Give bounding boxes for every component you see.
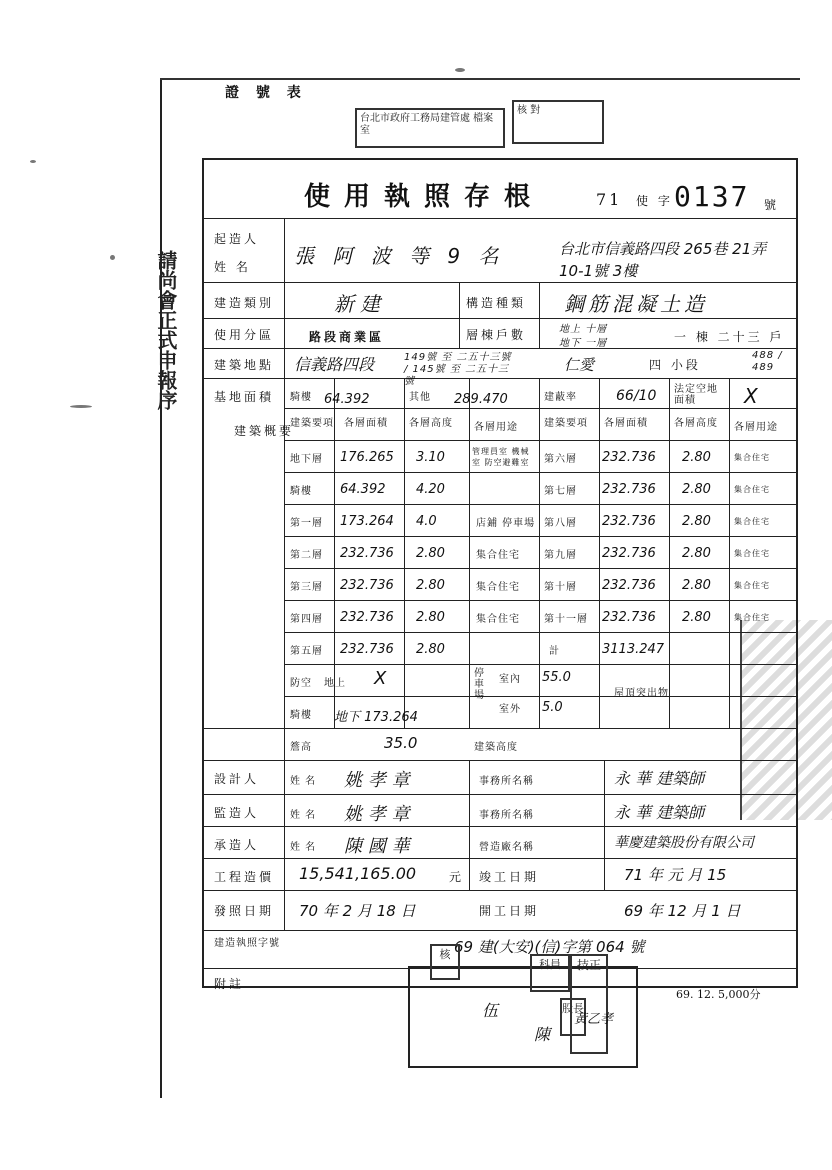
label-supervisor: 監造人	[214, 806, 260, 820]
signature-huang: 黃乙孝	[574, 1012, 614, 1027]
sign-cell-engineer: 技正	[570, 954, 608, 1054]
eaves-height: 35.0	[384, 734, 418, 752]
col-use-2: 各層用途	[734, 422, 778, 433]
row-f1-label: 第一層	[290, 518, 323, 529]
archive-stamp: 台北市政府工務局建管處 檔案室	[355, 108, 505, 148]
label-legal-vacant: 法定空地面積	[674, 384, 718, 406]
start-date: 69 年 12 月 1 日	[624, 902, 741, 920]
header-mark: 證 號 表	[225, 85, 307, 101]
cert-prefix: 71	[596, 190, 623, 209]
f8-use: 集合住宅	[734, 517, 770, 526]
col-use: 各層用途	[474, 422, 518, 433]
f4-use: 集合住宅	[476, 614, 520, 625]
label-designer: 設計人	[214, 772, 260, 786]
f3-area: 232.736	[340, 578, 394, 593]
label-air-raid: 防空	[290, 678, 312, 689]
basement-height: 3.10	[416, 450, 445, 465]
f1-area: 173.264	[340, 514, 394, 529]
designer-name: 姚 孝 章	[344, 770, 410, 791]
row-f10-label: 第十層	[544, 582, 577, 593]
label-start-date: 開工日期	[479, 904, 540, 918]
label-eaves: 簷高	[290, 742, 312, 753]
row-f3-label: 第三層	[290, 582, 323, 593]
label-arcade: 騎樓	[290, 392, 312, 403]
label-use-zone: 使用分區	[214, 328, 275, 342]
scan-speck	[70, 405, 92, 408]
label-floor-area-ratio: 建蔽率	[544, 392, 577, 403]
f6-use: 集合住宅	[734, 453, 770, 462]
signature-wu: 伍	[482, 1001, 499, 1020]
row-f6-label: 第六層	[544, 454, 577, 465]
arcade-floor-area: 64.392	[340, 482, 386, 497]
label-supervisor-name: 姓 名	[290, 810, 317, 821]
legal-vacant: X	[744, 384, 758, 408]
supervisor-firm: 永 華 建築師	[614, 803, 705, 822]
contractor-name: 陳 國 華	[344, 836, 410, 857]
label-site-area: 基地面積	[214, 390, 275, 404]
f8-area: 232.736	[602, 514, 656, 529]
row-arcade-label: 騎樓	[290, 486, 312, 497]
margin-note: 請尚會正式申報序	[154, 250, 178, 410]
applicant-name: 張 阿 波 等 9 名	[294, 244, 505, 268]
label-site-location: 建築地點	[214, 358, 275, 372]
cert-number: 0137	[674, 180, 750, 213]
label-contractor-company: 營造廠名稱	[479, 842, 534, 853]
structure-type: 鋼筋混凝土造	[564, 292, 708, 316]
designer-firm: 永 華 建築師	[614, 769, 705, 788]
f11-height: 2.80	[682, 610, 711, 625]
f5-height: 2.80	[416, 642, 445, 657]
label-remarks: 附註	[214, 977, 245, 991]
basement-area: 176.265	[340, 450, 394, 465]
arcade-area: 64.392	[324, 392, 370, 407]
label-name: 姓 名	[214, 260, 251, 274]
label-designer-firm: 事務所名稱	[479, 776, 534, 787]
permit-no: 69 建(大安)(信)字第 064 號	[454, 938, 645, 956]
f2-area: 232.736	[340, 546, 394, 561]
scan-edge-top	[160, 78, 800, 80]
floor-area-ratio: 66/10	[616, 388, 657, 404]
row-f5-label: 第五層	[290, 646, 323, 657]
signature-chen: 陳	[534, 1025, 551, 1044]
row-f2-label: 第二層	[290, 550, 323, 561]
f1-height: 4.0	[416, 514, 437, 529]
label-parking: 停車場	[474, 668, 485, 701]
f8-height: 2.80	[682, 514, 711, 529]
col-height-2: 各層高度	[674, 418, 718, 429]
label-contractor-name: 姓 名	[290, 842, 317, 853]
applicant-address: 台北市信義路四段 265巷 21弄 10-1號 3樓	[559, 240, 767, 280]
row-f8-label: 第八層	[544, 518, 577, 529]
row-f4-label: 第四層	[290, 614, 323, 625]
label-complete-date: 竣工日期	[479, 870, 540, 884]
contractor-company: 華慶建築股份有限公司	[614, 835, 754, 851]
label-total: 計	[549, 646, 560, 657]
print-note: 69. 12. 5,000分	[676, 988, 761, 1001]
complete-date: 71 年 元 月 15	[624, 866, 727, 884]
label-other: 其他	[409, 392, 431, 403]
units-upper: 地上 十層	[559, 324, 608, 335]
label-units: 層棟戶數	[466, 328, 527, 342]
check-stamp: 核 對	[512, 100, 604, 144]
f10-area: 232.736	[602, 578, 656, 593]
site-section: 四 小段	[649, 358, 701, 372]
f4-height: 2.80	[416, 610, 445, 625]
f9-area: 232.736	[602, 546, 656, 561]
row-f9-label: 第九層	[544, 550, 577, 561]
parking-indoor: 55.0	[542, 670, 571, 685]
issue-date: 70 年 2 月 18 日	[299, 902, 416, 920]
summary-vertical-label: 建築概要	[234, 424, 295, 438]
f9-height: 2.80	[682, 546, 711, 561]
units-count: 一 棟 二十三 戶	[674, 330, 785, 344]
use-zone: 路段商業區	[309, 330, 385, 344]
f7-area: 232.736	[602, 482, 656, 497]
basement-shelter: 地下 173.264	[334, 710, 418, 725]
col-item-2: 建築要項	[544, 418, 588, 429]
f1-use: 店鋪 停車場	[476, 518, 536, 529]
f5-area: 232.736	[340, 642, 394, 657]
f3-use: 集合住宅	[476, 582, 520, 593]
row-f7-label: 第七層	[544, 486, 577, 497]
f11-area: 232.736	[602, 610, 656, 625]
label-ground: 地上	[324, 678, 346, 689]
f4-area: 232.736	[340, 610, 394, 625]
building-type: 新建	[334, 292, 386, 316]
label-supervisor-firm: 事務所名稱	[479, 810, 534, 821]
label-structure-type: 構造種類	[466, 296, 527, 310]
supervisor-name: 姚 孝 章	[344, 804, 410, 825]
license-stub-form	[202, 158, 798, 991]
f10-height: 2.80	[682, 578, 711, 593]
label-indoor: 室內	[499, 674, 521, 685]
site-lane: 149號 至 二五十三號 / 145號 至 二五十三號	[404, 352, 512, 387]
f7-use: 集合住宅	[734, 485, 770, 494]
f2-use: 集合住宅	[476, 550, 520, 561]
scan-speck	[30, 160, 36, 163]
col-area-2: 各層面積	[604, 418, 648, 429]
f2-height: 2.80	[416, 546, 445, 561]
f7-height: 2.80	[682, 482, 711, 497]
cert-mid: 使 字	[636, 194, 673, 208]
other-area: 289.470	[454, 392, 508, 407]
f9-use: 集合住宅	[734, 549, 770, 558]
signature-block	[408, 948, 638, 1068]
col-height: 各層高度	[409, 418, 453, 429]
label-arcade-shelter: 騎樓	[290, 710, 312, 721]
scan-speck	[110, 255, 115, 260]
label-contractor: 承造人	[214, 838, 260, 852]
label-outdoor: 室外	[499, 704, 521, 715]
total-area: 3113.247	[602, 642, 665, 657]
label-building-type: 建造類別	[214, 296, 275, 310]
f6-height: 2.80	[682, 450, 711, 465]
air-raid-ground: X	[374, 668, 387, 689]
label-issue-date: 發照日期	[214, 904, 275, 918]
col-item: 建築要項	[290, 418, 334, 429]
cert-suffix: 號	[764, 198, 780, 212]
col-area: 各層面積	[344, 418, 388, 429]
row-basement-label: 地下層	[290, 454, 323, 465]
sign-cell-chief: 股長	[560, 998, 586, 1036]
label-designer-name: 姓 名	[290, 776, 317, 787]
sign-cell-clerk: 科員	[530, 954, 570, 992]
label-yuan: 元	[449, 870, 465, 884]
row-f11-label: 第十一層	[544, 614, 588, 625]
site-lot-no: 488 / 489	[752, 350, 783, 373]
f3-height: 2.80	[416, 578, 445, 593]
label-roof: 屋頂突出物	[614, 688, 669, 699]
scan-speck	[455, 68, 465, 72]
f10-use: 集合住宅	[734, 581, 770, 590]
f11-use: 集合住宅	[734, 613, 770, 622]
units-lower: 地下 一層	[559, 338, 608, 349]
parking-outdoor: 5.0	[542, 700, 563, 715]
f6-area: 232.736	[602, 450, 656, 465]
site-district: 仁愛	[564, 356, 595, 374]
site-road: 信義路四段	[294, 355, 375, 374]
label-bldg-height: 建築高度	[474, 742, 518, 753]
label-permit-no: 建造執照字號	[214, 938, 280, 949]
cost-value: 15,541,165.00	[299, 864, 417, 883]
arcade-floor-height: 4.20	[416, 482, 445, 497]
basement-use: 管理員室 機械室 防空避難室	[472, 447, 530, 467]
label-applicant: 起造人	[214, 232, 260, 246]
sign-cell-review: 核	[430, 944, 460, 980]
label-cost: 工程造價	[214, 870, 275, 884]
form-title: 使用執照存根	[304, 182, 545, 212]
